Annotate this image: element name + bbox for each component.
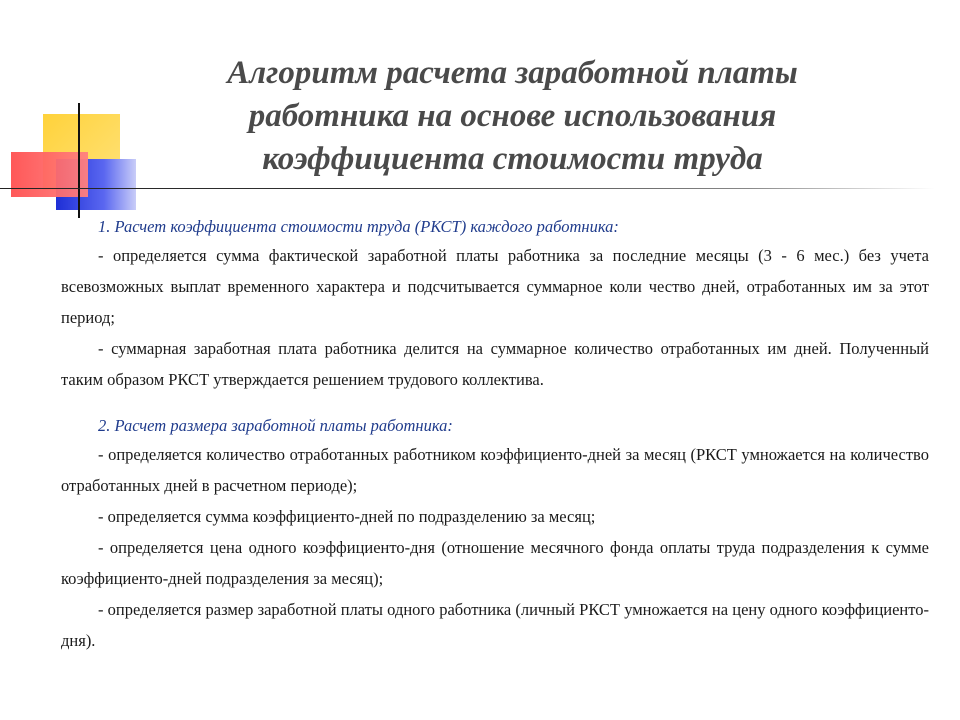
slide-body (61, 208, 929, 656)
section-1-item-1: - определяется сумма фактической заработной платы работника за последние месяцы (3 - 6 мес.) без учета всевозможных выплат временного характера и подсчитывается суммарное коли чество дней, отработанных им за этот период; (61, 246, 929, 327)
section-1-heading: 1. Расчет коэффициента стоимости труда (РКСТ) каждого работника: (98, 217, 619, 236)
decor-horizontal-line (0, 188, 935, 189)
section-2-heading: 2. Расчет размера заработной платы работника: (98, 416, 453, 435)
section-2-item-2: - определяется сумма коэффициенто-дней по подразделению за месяц; (98, 507, 596, 526)
section-1-item-2: - суммарная заработная плата работника делится на суммарное количество отработанных им дней. Полученный таким образом РКСТ утверждается решением трудового коллектива. (61, 339, 929, 389)
section-2-item-3: - определяется цена одного коэффициенто-дня (отношение месячного фонда оплаты труда подразделения к сумме коэффициенто-дней подразделения за месяц); (61, 538, 929, 588)
title-line-3: коэффициента стоимости труда (262, 141, 763, 177)
title-line-1: Алгоритм расчета заработной платы (227, 55, 798, 91)
decor-vertical-line (78, 103, 80, 218)
section-2-item-4: - определяется размер заработной платы одного работника (личный РКСТ умножается на цену одного коэффициенто-дня). (61, 600, 929, 650)
title-line-2: работника на основе использования (248, 98, 777, 134)
slide-title (140, 52, 885, 181)
decor-red-square (11, 152, 88, 197)
section-2-item-1: - определяется количество отработанных работником коэффициенто-дней за месяц (РКСТ умножается на количество отработанных дней в расчетном периоде); (61, 445, 929, 495)
